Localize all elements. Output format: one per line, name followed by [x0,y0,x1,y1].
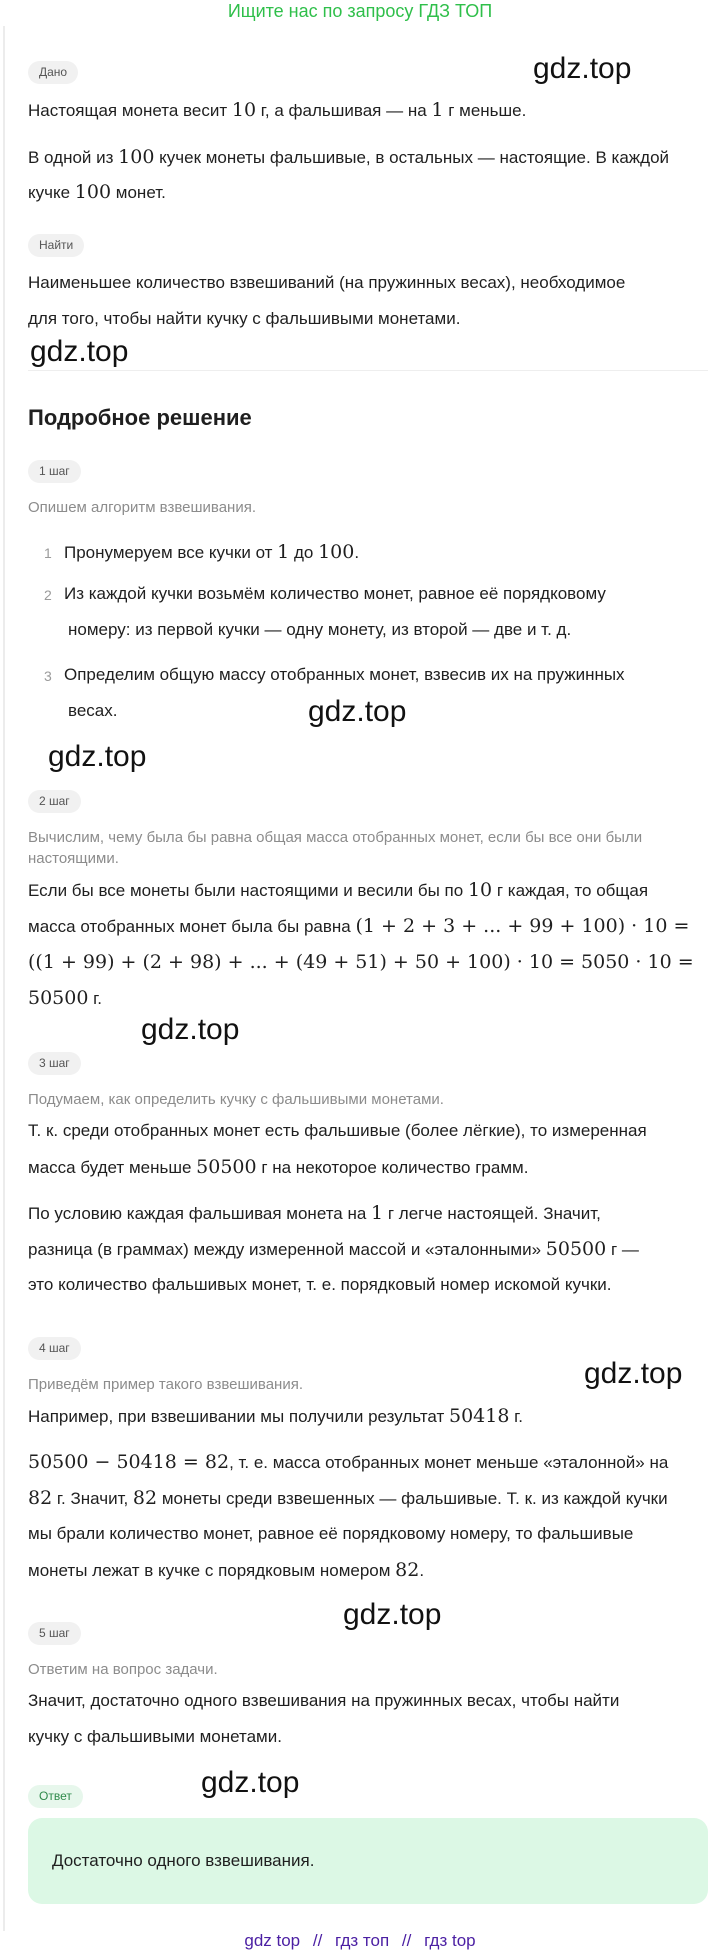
step-2-text-2: масса отобранных монет была бы равна (1 + 2 + 3 + ... + 99 + 100) · 10 = [28,915,690,937]
step-3-text-3: По условию каждая фальшивая монета на 1 г легче настоящей. Значит, [28,1202,601,1224]
footer-link[interactable]: gdz top [244,1931,301,1950]
list-item: Определим общую массу отобранных монет, взвесив их на пружинных [64,665,625,684]
search-banner[interactable]: Ищите нас по запросу ГДЗ ТОП [227,1,493,21]
step-5-chip: 5 шаг [28,1622,81,1645]
step-4-chip: 4 шаг [28,1337,81,1360]
step-5-hint: Ответим на вопрос задачи. [28,1661,218,1678]
list-item-continuation: весах. [68,701,118,720]
footer-link[interactable]: гдз топ [335,1931,390,1950]
answer-box: Достаточно одного взвешивания. [28,1818,708,1904]
step-2-text-1: Если бы все монеты были настоящими и весили бы по 10 г каждая, то общая [28,879,649,901]
given-text-1: Настоящая монета весит 10 г, а фальшивая — на 1 г меньше. [28,99,527,121]
step-4-hint: Приведём пример такого взвешивания. [28,1376,303,1393]
watermark: gdz.top [308,695,407,728]
step-2-text-3: ((1 + 99) + (2 + 98) + ... + (49 + 51) + 50 + 100) · 10 = 5050 · 10 = [28,951,694,973]
solution-title: Подробное решение [28,405,252,430]
step-4-text-2: 50500 − 50418 = 82, т. е. масса отобранных монет меньше «эталонной» на [28,1451,669,1473]
watermark: gdz.top [30,335,129,368]
watermark: gdz.top [48,740,147,773]
step-3-chip: 3 шаг [28,1052,81,1075]
step-3-text-4: разница (в граммах) между измеренной массой и «эталонными» 50500 г — [28,1238,639,1260]
step-2-hint-2: настоящими. [28,850,119,867]
list-item-number: 1 [44,545,52,561]
list-item-number: 3 [44,668,52,684]
list-item-number: 2 [44,587,52,603]
step-1-chip: 1 шаг [28,460,81,483]
list-item: Из каждой кучки возьмём количество монет, равное её порядковому [64,584,606,603]
step-1-hint: Опишем алгоритм взвешивания. [28,499,257,516]
step-3-text-2: масса будет меньше 50500 г на некоторое количество грамм. [28,1156,529,1178]
left-rule [3,26,5,1931]
watermark: gdz.top [141,1013,240,1046]
given-text-2: В одной из 100 кучек монеты фальшивые, в остальных — настоящие. В каждой [28,146,670,168]
step-2-hint-1: Вычислим, чему была бы равна общая масса отобранных монет, если бы все они были [28,829,643,846]
answer-chip: Ответ [28,1785,83,1808]
find-text-1: Наименьшее количество взвешиваний (на пружинных весах), необходимое [28,273,626,292]
watermark: gdz.top [533,52,632,85]
step-2-chip: 2 шаг [28,790,81,813]
watermark: gdz.top [343,1598,442,1631]
footer-link[interactable]: гдз top [424,1931,476,1950]
list-item-continuation: номеру: из первой кучки — одну монету, из второй — две и т. д. [68,620,572,639]
step-4-text-1: Например, при взвешивании мы получили результат 50418 г. [28,1405,524,1427]
find-chip: Найти [28,234,84,257]
given-text-3: кучке 100 монет. [28,181,166,203]
watermark: gdz.top [584,1357,683,1390]
step-4-text-3: 82 г. Значит, 82 монеты среди взвешенных — фальшивые. Т. к. из каждой кучки [28,1487,668,1509]
given-chip: Дано [28,61,78,84]
step-4-text-4: мы брали количество монет, равное её порядковому номеру, то фальшивые [28,1524,634,1543]
footer-separator: // [312,1931,323,1950]
step-5-text-2: кучку с фальшивыми монетами. [28,1727,282,1746]
step-3-text-5: это количество фальшивых монет, т. е. порядковый номер искомой кучки. [28,1275,612,1294]
list-item: Пронумеруем все кучки от 1 до 100. [64,541,360,563]
watermark: gdz.top [201,1766,300,1799]
step-3-hint: Подумаем, как определить кучку с фальшивыми монетами. [28,1091,444,1108]
footer-links [0,1931,720,1951]
step-2-text-4: 50500 г. [28,987,103,1009]
find-text-2: для того, чтобы найти кучку с фальшивыми монетами. [28,309,461,328]
divider [28,370,708,371]
footer-separator: // [401,1931,412,1950]
step-3-text-1: Т. к. среди отобранных монет есть фальшивые (более лёгкие), то измеренная [28,1121,647,1140]
step-4-text-5: монеты лежат в кучке с порядковым номером 82. [28,1559,425,1581]
step-5-text-1: Значит, достаточно одного взвешивания на пружинных весах, чтобы найти [28,1691,620,1710]
